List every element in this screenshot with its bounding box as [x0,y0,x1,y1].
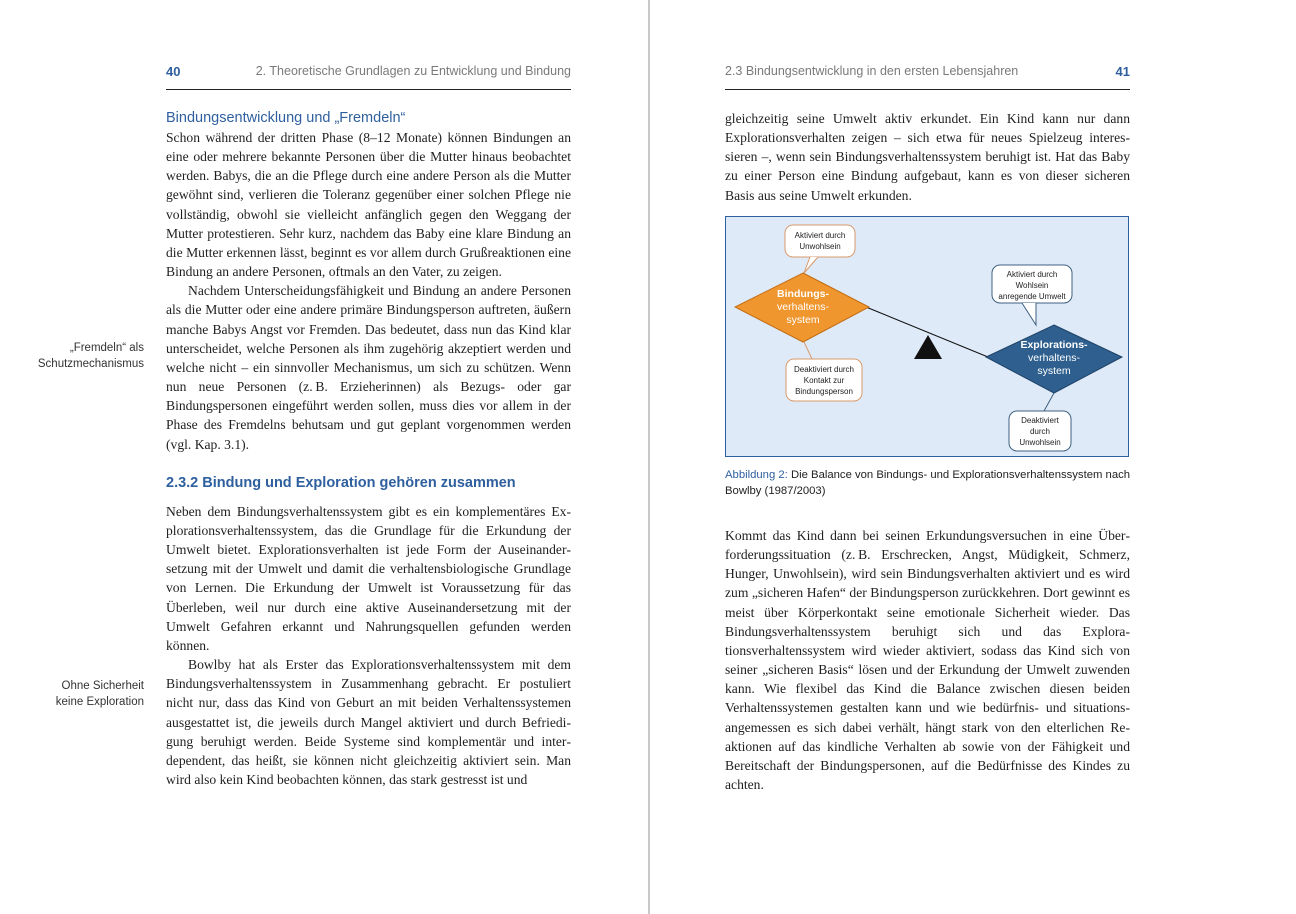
svg-text:durch: durch [1029,427,1051,436]
left-page-body [166,109,571,789]
paragraph: Schon während der dritten Phase (8–12 Monate) können Bindungen an eine oder mehrere bekannte Personen über die Mutter hinaus beobachtet werden. Babys, die an die Pflege durch eine andere Person als die Mutter gewöhnt sind, verlieren die Toleranz gegenüber einer solchen Pflege nie vollständig, obwohl sie vielleicht anfänglich gegen den Weggang der Mutter protestieren. Sehr kurz, nachdem das Baby eine klare Bindung an die Mutter erkennen lässt, beginnt es vor allem durch Grußreaktionen eine Bindung an andere Personen, oftmals an den Vater, zu zeigen. [166,130,571,280]
margin-note-exploration [20,678,144,710]
section-title: 2.3 Bindungsentwicklung in den ersten Lebensjahren [725,64,1019,78]
callout-deactivated-kontakt [786,342,862,401]
svg-text:verhaltens-: verhaltens- [1028,352,1080,364]
svg-text:Bindungs-: Bindungs- [777,288,829,300]
subheading-fremdeln: Bindungsentwicklung und „Fremdeln“ [166,110,406,126]
svg-text:Explorations-: Explorations- [1020,339,1088,351]
page-number-right: 41 [1115,64,1130,79]
balance-diagram-svg [726,217,1127,455]
svg-text:Kontakt zur: Kontakt zur [803,376,845,385]
left-running-header [166,64,571,82]
paragraph: Kommt das Kind dann bei seinen Erkundungsversuchen in eine Überforderungssituation (z. B. Erschrecken, Angst, Müdigkeit, Schmerz, Hunger, Unwohlsein), wird sein Bindungsverhalten aktiviert und es wird zum „sicheren Hafen“ der Bindungsperson zurückkehren. Dort gewinnt es meist über Körperkontakt seine emotionale Sicherheit wieder. Das Bindungsverhaltenssystem beruhigt sich und das Explorationsverhaltenssystem wird wieder aktiviert, sodass das Kind sich von seiner „sicheren Basis“ lösen und der Erkundung der Umwelt zuwenden kann. Wie flexibel das Kind die Balance zwischen diesen beiden Verhaltenssystemen gestalten kann und wie bedürfnis- und situationsangemessen es sich dabei verhält, hängt stark von den elterlichen Reaktionen auf das kindliche Verhalten ab sowie von der Fähigkeit und Bereitschaft der Bindungspersonen, auf die Bedürfnisse des Kindes zu achten. [725,528,1130,793]
fulcrum-triangle-icon [914,335,942,359]
header-rule-right [725,89,1130,90]
margin-note-line: „Fremdeln“ als [69,342,144,354]
right-running-header [725,64,1130,82]
svg-text:Aktiviert durch: Aktiviert durch [794,231,846,240]
paragraph: Neben dem Bindungsverhaltenssystem gibt es ein komplementäres Explorationsverhaltenssystem, das die Grundlage für die Erkundung der Umwelt bietet. Explorationsverhalten ist jede Form der Auseinandersetzung mit der Umwelt und damit die verhaltensbiologische Grundlage von Lernen. Die Erkundung der Umwelt ist Voraussetzung für das Überleben, weil nur durch eine aktive Auseinandersetzung mit der Umwelt Gefahren erkannt und Nahrungsquellen gefunden werden können. [166,503,571,653]
svg-text:Unwohlsein: Unwohlsein [1019,438,1061,447]
callout-activated-wohlsein [992,265,1072,325]
callout-activated-unwohlsein [785,225,855,273]
svg-text:Deaktiviert durch: Deaktiviert durch [793,365,855,374]
svg-text:verhaltens-: verhaltens- [777,301,829,313]
right-page-body-top [725,109,1130,205]
svg-text:Aktiviert durch: Aktiviert durch [1006,270,1058,279]
header-rule-left [166,89,571,90]
svg-text:Bindungsperson: Bindungsperson [795,387,853,396]
diamond-bindungsverhaltenssystem [735,273,869,342]
svg-text:system: system [786,314,820,326]
section-heading-2-3-2: 2.3.2 Bindung und Exploration gehören zusammen [166,474,516,491]
page-number-left: 40 [166,64,181,79]
margin-note-line: keine Exploration [55,696,144,708]
figure-caption [725,468,1135,499]
callout-deactivated-unwohlsein [1009,393,1071,451]
caption-text: Die Balance von Bindungs- und Explorationsverhaltenssystem nach Bowlby (1987/2003) [725,469,1131,497]
margin-note-line: Schutzmechanismus [37,358,144,370]
paragraph: Nachdem Unterscheidungsfähigkeit und Bindung an andere Personen als die Mutter oder eine andere primäre Bindungsperson auftreten, äußern manche Babys Angst vor Fremden. Das bedeutet, dass nun das Kind klar unterscheidet, welche Personen als ihm zugehörig akzeptiert werden und welche nicht – ein sinnvoller Mechanismus, um sich zu schützen. Wenn nun neue Personen (z. B. Erzieherinnen) als Bezugs- oder gar Bindungspersonen eingeführt werden sollen, muss dies vor allem in der Phase des Fremdelns behutsam und gut geplant vorgenommen werden (vgl. Kap. 3.1). [166,283,571,452]
margin-note-fremdeln [20,340,144,372]
paragraph: Bowlby hat als Erster das Explorationsverhaltenssystem mit dem Bindungsverhaltenssystem in Zusammenhang gebracht. Er postuliert nicht nur, dass das Kind von Geburt an mit beiden Verhaltenssystemen ausgestattet ist, die jeweils durch Mangel aktiviert und durch Befriedigung beruhigt werden. Beide Systeme sind komplementär und interdependent, das heißt, sie können nicht gleichzeitig aktiviert sein. Man wird also kein Kind beobachten können, das stark gestresst ist und [166,657,571,787]
diamond-explorationsverhaltenssystem [986,325,1122,393]
figure-balance-diagram [725,216,1129,457]
svg-text:Wohlsein: Wohlsein [1015,281,1049,290]
svg-text:anregende Umwelt: anregende Umwelt [998,292,1066,301]
caption-label: Abbildung 2: [725,469,788,481]
page-gutter-divider [648,0,650,914]
chapter-title: 2. Theoretische Grundlagen zu Entwicklung und Bindung [255,64,571,78]
paragraph: gleichzeitig seine Umwelt aktiv erkundet. Ein Kind kann nur dann Explorationsverhalten zeigen – sich etwa für neues Spielzeug interessieren –, wenn sein Bindungsverhaltenssystem beruhigt ist. Hat das Baby zu einer Person eine Bindung aufgebaut, kann es von dieser sicheren Basis aus seine Umwelt erkunden. [725,111,1130,203]
svg-text:system: system [1037,365,1071,377]
margin-note-line: Ohne Sicherheit [61,680,144,692]
svg-text:Unwohlsein: Unwohlsein [799,242,841,251]
right-page-body-bottom [725,526,1130,794]
svg-text:Deaktiviert: Deaktiviert [1021,416,1059,425]
